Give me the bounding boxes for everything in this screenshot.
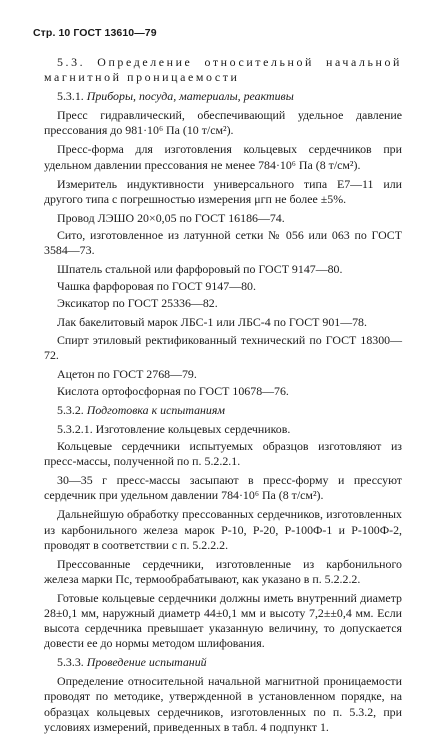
subsection-title-5-3-2 [44, 403, 402, 418]
preparation-paragraph: 5.3.2.1. Изготовление кольцевых сердечников. [57, 421, 291, 436]
equipment-item: Ацетон по ГОСТ 2768—79. [57, 366, 197, 381]
subsection-title-5-3-3 [44, 655, 402, 670]
subsection-title-5-3-1 [44, 89, 402, 104]
preparation-paragraph: Прессованные сердечники, изготовленные из карбонильного железа марки Пс, термообрабатывают, как указано в п. 5.2.2.2. [44, 556, 402, 586]
equipment-item: Спирт этиловый ректификованный технический по ГОСТ 18300—72. [44, 332, 402, 362]
document-body [44, 55, 402, 739]
equipment-item: Лак бакелитовый марок ЛБС-1 или ЛБС-4 по ГОСТ 901—78. [57, 315, 367, 330]
equipment-item: Пресс гидравлический, обеспечивающий удельное давление прессования до 981·10⁶ Па (10 т/см²). [44, 108, 402, 138]
page-header: Стр. 10 ГОСТ 13610—79 [33, 27, 157, 39]
equipment-item: Пресс-форма для изготовления кольцевых сердечников при удельном давлении прессования не менее 784·10⁶ Па (8 т/см²). [44, 142, 402, 172]
preparation-paragraph: Кольцевые сердечники испытуемых образцов изготовляют из пресс-массы, полученной по п. 5.2.2.1. [44, 439, 402, 469]
equipment-item: Чашка фарфоровая по ГОСТ 9147—80. [57, 279, 256, 294]
preparation-paragraph: Дальнейшую обработку прессованных сердечников, изготовленных из карбонильного железа марок Р-10, Р-20, Р-100Ф-1 и Р-100Ф-2, проводят в соответствии с п. 5.2.2.2. [44, 507, 402, 552]
equipment-item: Эксикатор по ГОСТ 25336—82. [57, 296, 218, 311]
subsection-number: 5.3.2. [57, 402, 84, 417]
subsection-number: 5.3.3. [57, 655, 84, 670]
equipment-item: Кислота ортофосфорная по ГОСТ 10678—76. [57, 383, 289, 398]
preparation-paragraph: 30—35 г пресс-массы засыпают в пресс-форму и прессуют сердечник при удельном давлении 784·10⁶ Па (8 т/см²). [44, 473, 402, 503]
subsection-title: Приборы, посуда, материалы, реактивы [86, 89, 294, 104]
equipment-item: Шпатель стальной или фарфоровый по ГОСТ 9147—80. [57, 262, 343, 277]
procedure-paragraph: Определение относительной начальной магнитной проницаемости проводят по методике, утвержденной в установленном порядке, на образцах кольцевых сердечников, изготовленных по п. 5.3.2, при условиях измерений, приведенных в табл. 4 подпункт 1. [44, 674, 402, 734]
equipment-item: Сито, изготовленное из латунной сетки № 056 или 063 по ГОСТ 3584—73. [44, 227, 402, 258]
section-heading-5-3: 5.3. Определение относительной начальной магнитной проницаемости [44, 55, 402, 85]
subsection-number: 5.3.1. [57, 89, 84, 104]
subsection-title: Проведение испытаний [86, 655, 207, 670]
equipment-item: Измеритель индуктивности универсального типа Е7—11 или другого типа с погрешностью измерения μгп не более ±5%. [44, 176, 402, 206]
subsection-title: Подготовка к испытаниям [86, 402, 225, 417]
equipment-item: Провод ЛЭШО 20×0,05 по ГОСТ 16186—74. [57, 210, 285, 225]
preparation-paragraph: Готовые кольцевые сердечники должны иметь внутренний диаметр 28±0,1 мм, наружный диаметр 44±0,1 мм и высоту 7,2±±0,4 мм. Если высота сердечника превышает указанную величину, то допускается довести ее до нормы методом шлифования. [44, 590, 402, 651]
